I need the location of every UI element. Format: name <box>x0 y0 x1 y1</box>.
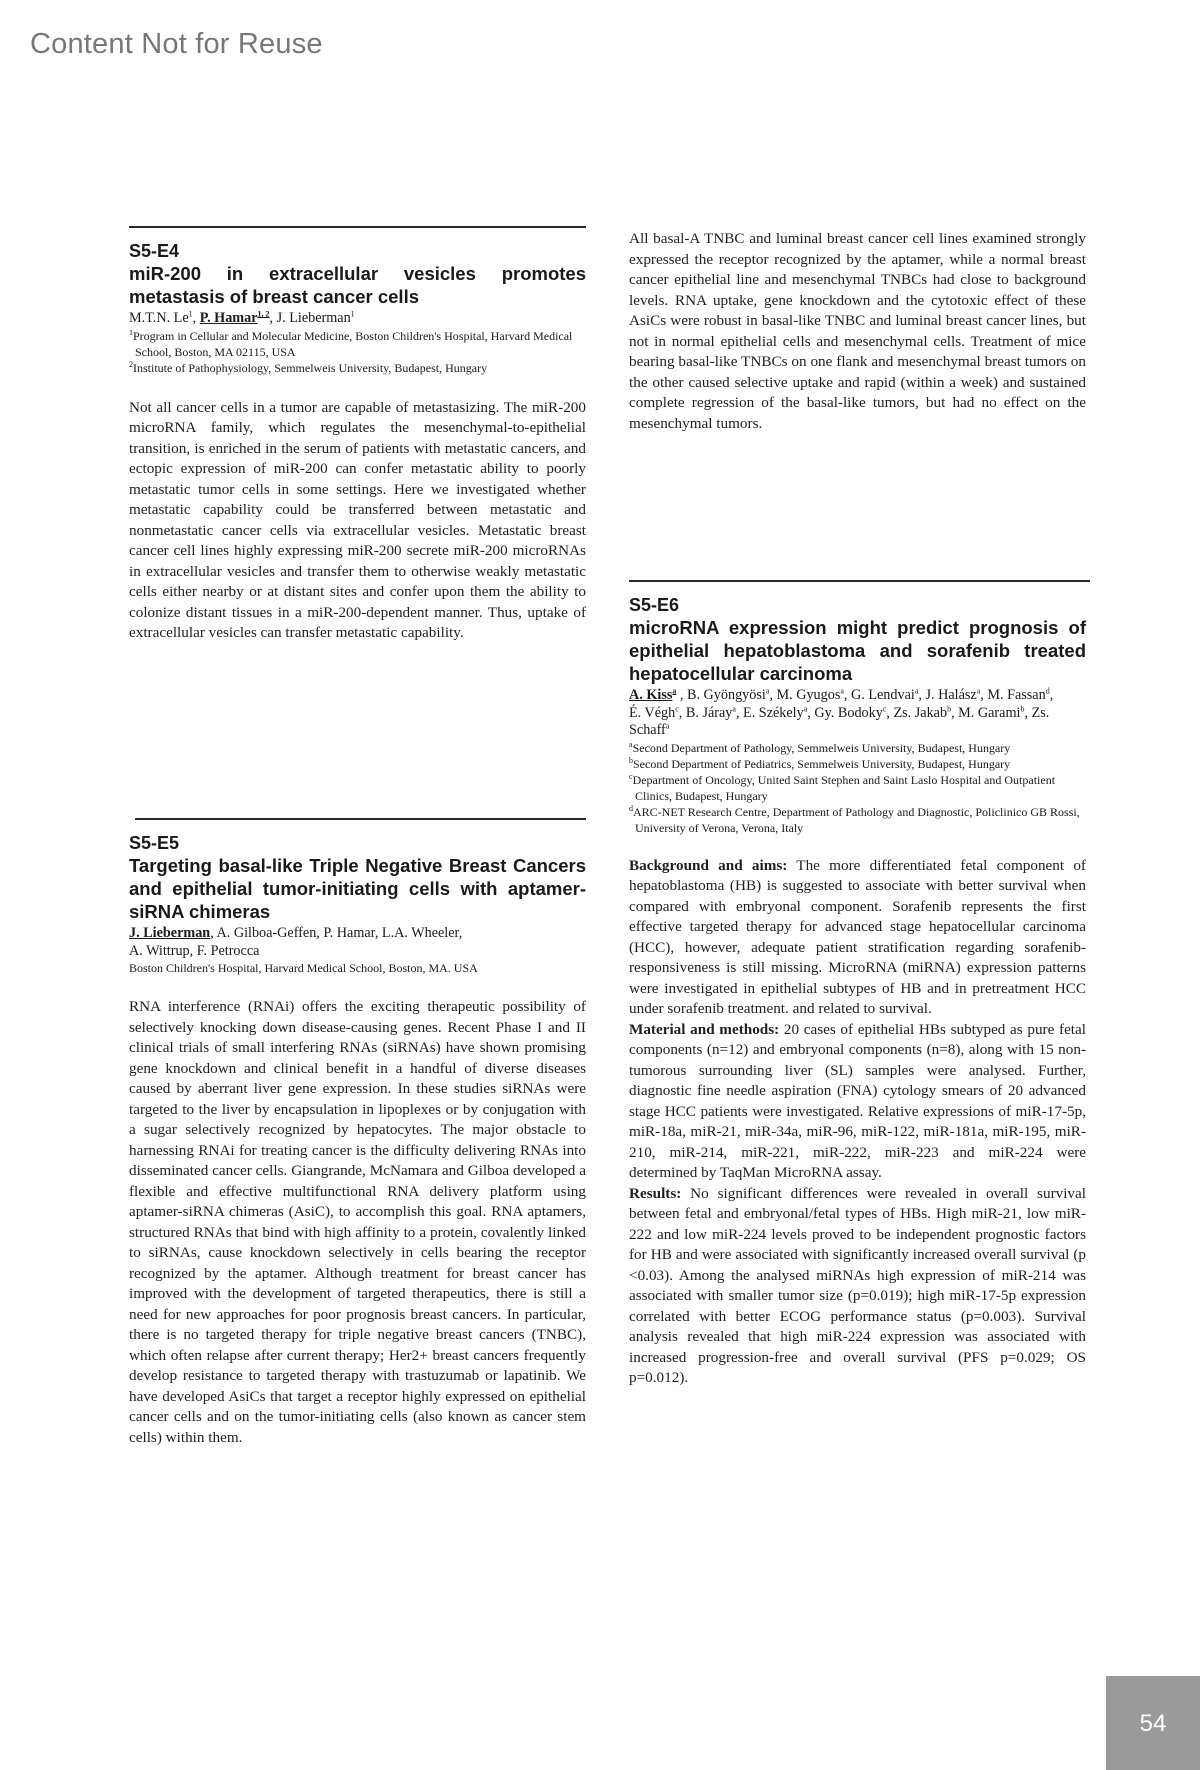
abstract-body: Not all cancer cells in a tumor are capable of metastasizing. The miR-200 microRNA family, which regulates the mesenchymal-to-epithelial transition, is enriched in the serum of patients with metastatic cancers, and ectopic expression of miR-200 can confer metastatic ability to poorly metastatic tumor cells in some settings. Here we investigated whether metastatic capability could be transferred between metastatic and nonmetastatic cancer cells via extracellular vesicles. Metastatic breast cancer cell lines highly expressing miR-200 secrete miR-200 microRNAs in extracellular vesicles and transfer them to otherwise weakly metastatic cells either nearby or at distant sites and confer upon them the ability to colonize distant tissues in a miR-200-dependent manner. Thus, uptake of extracellular vesicles can transfer metastatic capability. <box>129 398 586 641</box>
section-methods <box>629 1020 1086 1184</box>
author-sup: b <box>947 703 952 713</box>
abstract-body: RNA interference (RNAi) offers the exciting therapeutic possibility of selectively knocking down disease-causing genes. Recent Phase I and II clinical trials of small interfering RNAs (siRNAs) have shown promising gene knockdown and clinical benefit in a handful of diverse diseases caused by aberrant liver gene expression. In these studies siRNAs were targeted to the liver by encapsulation in lipoplexes or by conjugation with a sugar selectively recognized by hepatocytes. The major obstacle to harnessing RNAi for treating cancer is the difficulty delivering RNAs into disseminated cancer cells. Giangrande, McNamara and Gilboa developed a flexible and effective multifunctional RNA delivery platform using aptamer-siRNA chimeras (AsiC), to accomplish this goal. RNA aptamers, structured RNAs that bind with high affinity to a protein, covalently linked to siRNAs, cause knockdown selectively in cells bearing the receptor recognized by the aptamer. Although treatment for breast cancer has improved with the development of targeted therapeutics, there is still a need for new approaches for poor prognosis breast cancers. In particular, there is no targeted therapy for triple negative breast cancers (TNBC), which often relapse after current therapy; Her2+ breast cancers frequently develop resistance to targeted therapy with trastuzumab or lapatinib. We have developed AsiCs that target a receptor highly expressed on epithelial cancer cells and on the tumor-initiating cells (also known as cancer stem cells) within them. <box>129 998 586 1446</box>
abstract-s5-e5 <box>129 818 586 1448</box>
presenting-author: J. Lieberman <box>129 925 211 941</box>
author-list <box>129 925 586 960</box>
author: , Gy. Bodoky <box>807 704 883 721</box>
section-label: Material and methods: <box>629 1020 780 1038</box>
affiliation-list <box>629 740 1086 836</box>
author: , Zs. Jakab <box>886 704 948 721</box>
abstract-s5-e6 <box>629 580 1086 1389</box>
author-sup: a <box>665 721 670 731</box>
affiliation: $^d$ARC-NET Research Centre, Department of Pathology and Diagnostic, Policlinico GB Rossi, University of Verona, Verona, Italy <box>629 803 1080 835</box>
author-sup: c <box>675 703 679 713</box>
affiliation: $^a$Second Department of Pathology, Semmelweis University, Budapest, Hungary <box>629 739 1011 755</box>
abstract-code: S5-E6 <box>629 595 680 615</box>
presenting-author: A. Kiss <box>629 687 673 703</box>
author: , M. Fassan <box>980 687 1046 703</box>
author-sup: b <box>1020 703 1025 713</box>
presenting-author: P. Hamar <box>199 310 258 326</box>
author: , G. Lendvai <box>843 687 915 703</box>
section-label: Results: <box>629 1184 682 1202</box>
author: , J. Lieberman <box>269 310 351 326</box>
author-sep: , <box>192 310 200 326</box>
author: , É. Végh <box>629 687 1054 721</box>
author-sup: a <box>803 703 808 713</box>
abstract-code: S5-E5 <box>129 833 180 853</box>
author-sup: a <box>914 686 919 696</box>
abstract-s5-e5-continued <box>629 229 1086 434</box>
author-list <box>629 687 1086 740</box>
section-label: Background and aims: <box>629 856 788 874</box>
author: , B. Gyöngyösi <box>679 687 766 703</box>
abstract-s5-e4 <box>129 226 586 644</box>
author-sup: 1 <box>350 309 355 319</box>
author: , E. Székely <box>735 704 804 721</box>
section-divider <box>129 226 586 228</box>
author: , B. Járay <box>678 704 733 721</box>
author-sup: 1 <box>188 309 193 319</box>
author: , Zs. Schaff <box>629 704 1050 738</box>
affiliation-list <box>129 328 586 376</box>
author-list <box>129 310 586 328</box>
author: A. Wittrup, F. Petrocca <box>129 942 260 959</box>
author: , A. Gilboa-Geffen, P. Hamar, L.A. Wheeler, <box>210 925 463 941</box>
abstract-body <box>629 856 1086 1389</box>
watermark: Content Not for Reuse <box>30 28 323 60</box>
section-divider <box>629 580 1090 582</box>
section-background <box>629 856 1086 1020</box>
author: , M. Garami <box>951 704 1021 721</box>
abstract-title: miR-200 in extracellular vesicles promotes metastasis of breast cancer cells <box>129 263 586 307</box>
abstract-code: S5-E4 <box>129 241 180 261</box>
author-sup: a <box>672 686 677 696</box>
page-number: 54 <box>1106 1676 1200 1770</box>
author: , J. Halász <box>918 687 977 703</box>
author: M.T.N. Le <box>129 310 189 326</box>
affiliation: Boston Children's Hospital, Harvard Medical School, Boston, MA. USA <box>129 961 478 975</box>
affiliation: $^c$Department of Oncology, United Saint Stephen and Saint Laslo Hospital and Outpatient Clinics, Budapest, Hungary <box>629 771 1056 803</box>
affiliation: $^2$Institute of Pathophysiology, Semmelweis University, Budapest, Hungary <box>129 359 488 375</box>
section-text: 20 cases of epithelial HBs subtyped as pure fetal components (n=12) and embryonal components (n=8), along with 15 non-tumorous surrounding liver (SL) samples were analysed. Further, diagnostic fine needle aspiration (FNA) cytology smears of 20 advanced stage HCC patients were investigated. Relative expressions of miR-17-5p, miR-18a, miR-21, miR-34a, miR-96, miR-122, miR-181a, miR-195, miR-210, miR-214, miR-221, miR-222, miR-223 and miR-224 were determined by TaqMan MicroRNA assay. <box>629 1020 1086 1181</box>
affiliation: $^1$Program in Cellular and Molecular Medicine, Boston Children's Hospital, Harvard Medical School, Boston, MA 02115, USA <box>129 327 573 359</box>
abstract-title: Targeting basal-like Triple Negative Breast Cancers and epithelial tumor-initiating cells with aptamer-siRNA chimeras <box>129 855 586 922</box>
author-sup: a <box>840 686 844 696</box>
author-sup: 1, 2 <box>257 309 270 319</box>
author: , M. Gyugos <box>769 687 841 703</box>
author-sup: d <box>1045 686 1050 696</box>
section-text: The more differentiated fetal component of hepatoblastoma (HB) is suggested to associate with better survival when compared with embryonal component. Sorafenib represents the first effective targeted therapy for advanced stage hepatocellular carcinoma (HCC), however, adequate patient stratification regarding sorafenib-responsiveness is still missing. MicroRNA (miRNA) expression patterns were investigated in epithelial subtypes of HB and in pretreatment HCC under sorafenib treatment. and related to survival. <box>629 856 1086 1017</box>
author-sup: c <box>882 703 887 713</box>
section-results <box>629 1184 1086 1389</box>
author-sup: a <box>732 703 736 713</box>
affiliation: $^b$Second Department of Pediatrics, Semmelweis University, Budapest, Hungary <box>629 755 1011 771</box>
author-sup: a <box>976 686 981 696</box>
author-sup: a <box>765 686 770 696</box>
abstract-title: microRNA expression might predict prognosis of epithelial hepatoblastoma and sorafenib treated hepatocellular carcinoma <box>629 617 1086 684</box>
section-divider <box>135 818 586 820</box>
abstract-body-continued: All basal-A TNBC and luminal breast cancer cell lines examined strongly expressed the receptor recognized by the aptamer, while a normal breast cancer epithelial line and mesenchymal TNBCs had close to background levels. RNA uptake, gene knockdown and the cytotoxic effect of these AsiCs were robust in basal-like TNBC and luminal breast cancer lines, but not in normal epithelial cells and mesenchymal cells. Treatment of mice bearing basal-like TNBCs on one flank and mesenchymal breast tumors on the other caused selective uptake and rapid (within a week) and sustained complete regression of the basal-like tumors, but had no effect on the mesenchymal tumors. <box>629 230 1086 432</box>
section-text: No significant differences were revealed in overall survival between fetal and embryonal/fetal types of HBs. High miR-21, low miR-222 and low miR-224 levels proved to be independent prognostic factors for HB and were associated with significantly increased overall survival (p <0.03). Among the analysed miRNAs high expression of miR-214 was associated with smaller tumor size (p=0.019); high miR-17-5p expression correlated with better ECOG performance status (p=0.003). Survival analysis revealed that high miR-224 expression was associated with increased progression-free and overall survival (PFS p=0.029; OS p=0.012). <box>629 1184 1086 1386</box>
